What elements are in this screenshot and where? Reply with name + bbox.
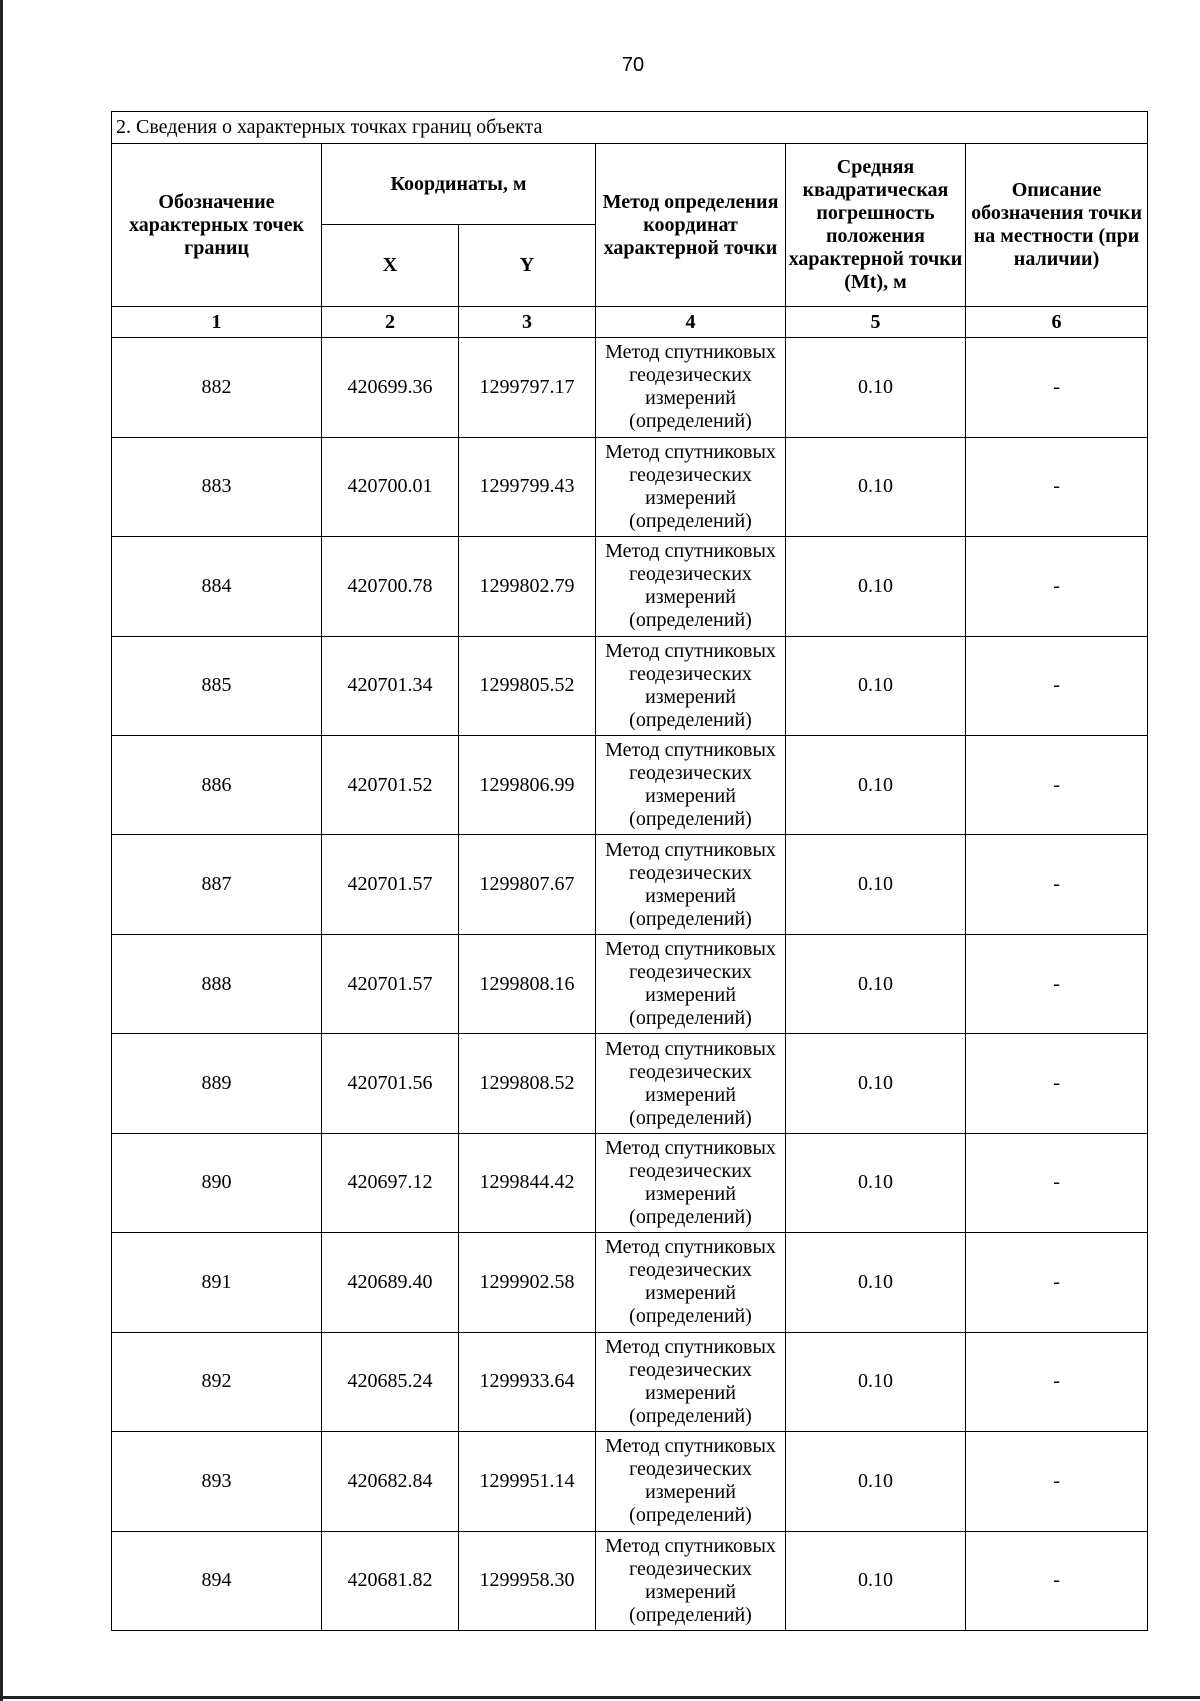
method-cell: Метод спутниковых геодезических измерений (определений) xyxy=(596,1531,786,1630)
table-row xyxy=(112,1034,1148,1133)
description-cell: - xyxy=(966,1432,1148,1531)
method-cell: Метод спутниковых геодезических измерений (определений) xyxy=(596,736,786,835)
x-coordinate-cell: 420697.12 xyxy=(322,1133,459,1232)
column-number: 4 xyxy=(596,306,786,337)
method-cell: Метод спутниковых геодезических измерений (определений) xyxy=(596,934,786,1033)
description-cell: - xyxy=(966,437,1148,536)
header-error: Средняя квадратическая погрешность положения характерной точки (Mt), м xyxy=(786,144,966,306)
table-row xyxy=(112,537,1148,636)
description-cell: - xyxy=(966,1034,1148,1133)
x-coordinate-cell: 420685.24 xyxy=(322,1332,459,1431)
mt-error-cell: 0.10 xyxy=(786,636,966,735)
header-x: X xyxy=(322,224,459,306)
y-coordinate-cell: 1299958.30 xyxy=(459,1531,596,1630)
section-title: 2. Сведения о характерных точках границ объекта xyxy=(112,112,1148,144)
description-cell: - xyxy=(966,934,1148,1033)
header-point: Обозначение характерных точек границ xyxy=(112,144,322,306)
y-coordinate-cell: 1299807.67 xyxy=(459,835,596,934)
method-cell: Метод спутниковых геодезических измерений (определений) xyxy=(596,437,786,536)
table-row xyxy=(112,1432,1148,1531)
table-row xyxy=(112,1133,1148,1232)
method-cell: Метод спутниковых геодезических измерений (определений) xyxy=(596,1233,786,1332)
table-row xyxy=(112,736,1148,835)
description-cell: - xyxy=(966,1233,1148,1332)
table-row xyxy=(112,1332,1148,1431)
mt-error-cell: 0.10 xyxy=(786,736,966,835)
point-cell: 890 xyxy=(112,1133,322,1232)
table-row xyxy=(112,437,1148,536)
y-coordinate-cell: 1299802.79 xyxy=(459,537,596,636)
table-row xyxy=(112,1233,1148,1332)
method-cell: Метод спутниковых геодезических измерений (определений) xyxy=(596,1034,786,1133)
description-cell: - xyxy=(966,338,1148,437)
description-cell: - xyxy=(966,1531,1148,1630)
header-description: Описание обозначения точки на местности (при наличии) xyxy=(966,144,1148,306)
point-cell: 886 xyxy=(112,736,322,835)
description-cell: - xyxy=(966,636,1148,735)
y-coordinate-cell: 1299902.58 xyxy=(459,1233,596,1332)
header-coordinates: Координаты, м xyxy=(322,144,596,224)
boundary-points-table xyxy=(111,111,1148,1631)
y-coordinate-cell: 1299933.64 xyxy=(459,1332,596,1431)
table-row xyxy=(112,338,1148,437)
scan-edge xyxy=(0,1696,1200,1699)
mt-error-cell: 0.10 xyxy=(786,1133,966,1232)
mt-error-cell: 0.10 xyxy=(786,338,966,437)
y-coordinate-cell: 1299799.43 xyxy=(459,437,596,536)
point-cell: 888 xyxy=(112,934,322,1033)
table-row xyxy=(112,934,1148,1033)
column-number-row xyxy=(112,306,1148,337)
x-coordinate-cell: 420700.01 xyxy=(322,437,459,536)
point-cell: 891 xyxy=(112,1233,322,1332)
mt-error-cell: 0.10 xyxy=(786,835,966,934)
method-cell: Метод спутниковых геодезических измерений (определений) xyxy=(596,1332,786,1431)
mt-error-cell: 0.10 xyxy=(786,934,966,1033)
method-cell: Метод спутниковых геодезических измерений (определений) xyxy=(596,1133,786,1232)
description-cell: - xyxy=(966,1133,1148,1232)
column-number: 5 xyxy=(786,306,966,337)
point-cell: 884 xyxy=(112,537,322,636)
scan-edge xyxy=(0,0,3,1701)
point-cell: 889 xyxy=(112,1034,322,1133)
x-coordinate-cell: 420682.84 xyxy=(322,1432,459,1531)
y-coordinate-cell: 1299951.14 xyxy=(459,1432,596,1531)
point-cell: 887 xyxy=(112,835,322,934)
column-number: 3 xyxy=(459,306,596,337)
column-number: 2 xyxy=(322,306,459,337)
description-cell: - xyxy=(966,835,1148,934)
y-coordinate-cell: 1299844.42 xyxy=(459,1133,596,1232)
column-number: 1 xyxy=(112,306,322,337)
point-cell: 892 xyxy=(112,1332,322,1431)
description-cell: - xyxy=(966,736,1148,835)
column-number: 6 xyxy=(966,306,1148,337)
x-coordinate-cell: 420701.57 xyxy=(322,835,459,934)
mt-error-cell: 0.10 xyxy=(786,1034,966,1133)
x-coordinate-cell: 420701.52 xyxy=(322,736,459,835)
x-coordinate-cell: 420681.82 xyxy=(322,1531,459,1630)
point-cell: 882 xyxy=(112,338,322,437)
x-coordinate-cell: 420701.57 xyxy=(322,934,459,1033)
mt-error-cell: 0.10 xyxy=(786,1531,966,1630)
method-cell: Метод спутниковых геодезических измерений (определений) xyxy=(596,835,786,934)
mt-error-cell: 0.10 xyxy=(786,1332,966,1431)
point-cell: 894 xyxy=(112,1531,322,1630)
header-method: Метод определения координат характерной точки xyxy=(596,144,786,306)
method-cell: Метод спутниковых геодезических измерений (определений) xyxy=(596,338,786,437)
mt-error-cell: 0.10 xyxy=(786,537,966,636)
description-cell: - xyxy=(966,537,1148,636)
description-cell: - xyxy=(966,1332,1148,1431)
table-row xyxy=(112,835,1148,934)
table-row xyxy=(112,636,1148,735)
method-cell: Метод спутниковых геодезических измерений (определений) xyxy=(596,636,786,735)
table-row xyxy=(112,1531,1148,1630)
x-coordinate-cell: 420701.56 xyxy=(322,1034,459,1133)
y-coordinate-cell: 1299806.99 xyxy=(459,736,596,835)
page-number: 70 xyxy=(621,54,645,76)
y-coordinate-cell: 1299808.52 xyxy=(459,1034,596,1133)
x-coordinate-cell: 420700.78 xyxy=(322,537,459,636)
mt-error-cell: 0.10 xyxy=(786,1432,966,1531)
x-coordinate-cell: 420699.36 xyxy=(322,338,459,437)
y-coordinate-cell: 1299805.52 xyxy=(459,636,596,735)
point-cell: 883 xyxy=(112,437,322,536)
mt-error-cell: 0.10 xyxy=(786,1233,966,1332)
header-y: Y xyxy=(459,224,596,306)
y-coordinate-cell: 1299797.17 xyxy=(459,338,596,437)
y-coordinate-cell: 1299808.16 xyxy=(459,934,596,1033)
method-cell: Метод спутниковых геодезических измерений (определений) xyxy=(596,537,786,636)
point-cell: 885 xyxy=(112,636,322,735)
x-coordinate-cell: 420689.40 xyxy=(322,1233,459,1332)
mt-error-cell: 0.10 xyxy=(786,437,966,536)
method-cell: Метод спутниковых геодезических измерений (определений) xyxy=(596,1432,786,1531)
x-coordinate-cell: 420701.34 xyxy=(322,636,459,735)
point-cell: 893 xyxy=(112,1432,322,1531)
